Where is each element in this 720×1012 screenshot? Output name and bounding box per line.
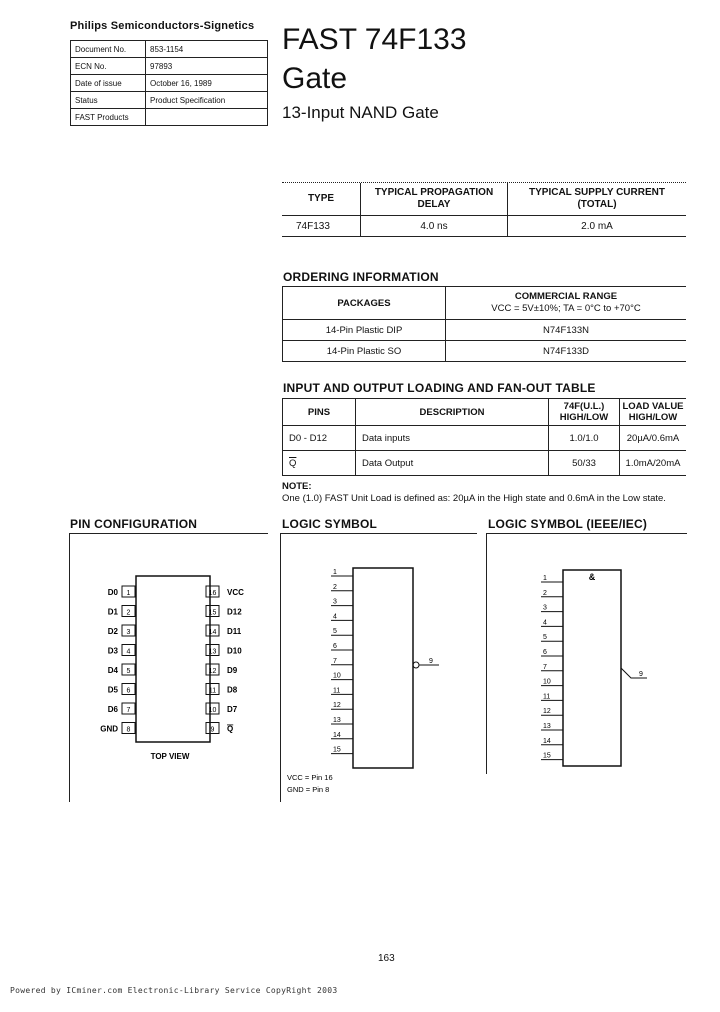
ieee-input-pin-label: 14 — [543, 737, 551, 745]
doc-info-value: 97893 — [146, 58, 268, 75]
note-label: NOTE: — [282, 481, 312, 492]
and-symbol: & — [588, 572, 596, 582]
logic-symbol-diagram — [281, 534, 475, 800]
input-pin-label: 12 — [333, 702, 341, 710]
output-pin-label: 9 — [429, 658, 433, 665]
pin-name: D4 — [107, 666, 118, 675]
pin-name: D0 — [107, 588, 118, 597]
pin-name: Q — [227, 724, 234, 734]
logic-symbol-heading: LOGIC SYMBOL — [282, 517, 378, 531]
pin-number: 11 — [208, 687, 217, 695]
pin-name: D5 — [107, 685, 118, 695]
load-inputs: 20µA/0.6mA — [620, 426, 687, 451]
pin-number: 12 — [208, 668, 217, 675]
pins-output: $\overline{Q}$ — [283, 451, 356, 476]
part-so: N74F133D — [446, 341, 687, 362]
col-description: DESCRIPTION — [356, 399, 549, 426]
part-dip: N74F133N — [446, 320, 687, 341]
loading-table — [282, 398, 686, 476]
pins-inputs: D0 - D12 — [283, 426, 356, 451]
pin-name: D9 — [227, 666, 238, 675]
pin-name: D7 — [227, 705, 238, 714]
input-pin-label: 3 — [333, 598, 337, 606]
pin-number: 14 — [208, 629, 217, 636]
input-pin-label: 1 — [333, 569, 337, 576]
pin-number: 16 — [208, 590, 217, 597]
input-pin-label: 5 — [333, 628, 337, 636]
ieee-input-pin-label: 2 — [543, 589, 547, 597]
desc-output: Data Output — [356, 451, 549, 476]
summary-current: 2.0 mA — [508, 216, 687, 237]
pin-name: VCC — [227, 588, 244, 597]
ic-body — [136, 576, 210, 742]
col-pins: PINS — [283, 399, 356, 426]
ul-inputs: 1.0/1.0 — [549, 426, 620, 451]
title-function: Gate — [282, 62, 348, 95]
gate-body — [353, 568, 413, 768]
package-dip: 14-Pin Plastic DIP — [283, 320, 446, 341]
company-name: Philips Semiconductors-Signetics — [70, 20, 255, 32]
note-text: One (1.0) FAST Unit Load is defined as: 20µA in the High state and 0.6mA in the Low state. — [282, 493, 666, 504]
pin-name: D11 — [227, 627, 242, 636]
range-condition: VCC = 5V±10%; TA = 0°C to +70°C — [491, 303, 641, 314]
doc-info-row — [71, 41, 268, 58]
input-pin-label: 6 — [333, 643, 337, 650]
pin-config-heading: PIN CONFIGURATION — [70, 517, 198, 531]
ieee-output-line — [621, 668, 647, 678]
left-pins — [100, 586, 135, 734]
title-part: FAST 74F133 — [282, 23, 467, 56]
summary-table — [282, 183, 686, 237]
pin-number: 2 — [126, 609, 131, 617]
logic-symbol-ieee-diagram — [487, 534, 685, 772]
logic-symbol-ieee-heading: LOGIC SYMBOL (IEEE/IEC) — [488, 517, 648, 531]
pin-number: 10 — [208, 707, 217, 714]
input-pin-label: 11 — [333, 687, 341, 695]
loading-heading: INPUT AND OUTPUT LOADING AND FAN-OUT TABLE — [283, 381, 596, 395]
input-pin-label: 4 — [333, 613, 337, 621]
input-pin-label: 10 — [333, 672, 341, 680]
pin-name: D6 — [107, 705, 118, 714]
col-type: TYPE — [282, 183, 361, 216]
ieee-input-pin-label: 3 — [543, 604, 547, 612]
pin-name: GND — [100, 724, 118, 734]
ieee-inputs — [541, 575, 563, 760]
pin-number: 13 — [208, 648, 217, 656]
ieee-input-pin-label: 10 — [543, 678, 551, 686]
doc-info-row — [71, 92, 268, 109]
top-view-label: TOP VIEW — [150, 752, 190, 761]
col-delay: TYPICAL PROPAGATION DELAY — [361, 183, 508, 216]
pin-number: 6 — [126, 687, 131, 695]
desc-inputs: Data inputs — [356, 426, 549, 451]
doc-info-row — [71, 109, 268, 126]
col-load: LOAD VALUE HIGH/LOW — [620, 399, 687, 426]
pin-config-diagram — [70, 534, 266, 800]
range-label: COMMERCIAL RANGE — [514, 291, 618, 302]
doc-info-value: Product Specification — [146, 92, 268, 109]
pin-number: 15 — [208, 609, 217, 617]
ul-output: 50/33 — [549, 451, 620, 476]
pin-number: 1 — [126, 590, 131, 597]
input-pin-label: 2 — [333, 583, 337, 591]
ieee-input-pin-label: 6 — [543, 649, 547, 656]
doc-info-label: Document No. — [71, 41, 146, 58]
col-current: TYPICAL SUPPLY CURRENT (TOTAL) — [508, 183, 687, 216]
doc-info-label: Date of issue — [71, 75, 146, 92]
input-pin-label: 13 — [333, 717, 341, 724]
document-info-table — [70, 40, 268, 126]
ordering-heading: ORDERING INFORMATION — [283, 270, 439, 284]
ieee-input-pin-label: 11 — [543, 693, 551, 701]
ieee-gate-body — [563, 570, 621, 766]
doc-info-label: ECN No. — [71, 58, 146, 75]
ieee-input-pin-label: 4 — [543, 619, 547, 627]
pin-number: 5 — [126, 668, 131, 675]
input-pin-label: 15 — [333, 746, 341, 754]
col-ul: 74F(U.L.) HIGH/LOW — [549, 399, 620, 426]
ordering-table — [282, 286, 686, 362]
ieee-input-pin-label: 1 — [543, 575, 547, 582]
pin-number: 4 — [126, 648, 131, 656]
pin-name: D3 — [107, 646, 118, 656]
ieee-input-pin-label: 7 — [543, 663, 547, 671]
input-pin-label: 14 — [333, 731, 341, 739]
footer-copyright: Powered by ICminer.com Electronic-Library Service CopyRight 2003 — [10, 986, 338, 995]
right-pins — [206, 586, 244, 734]
pin-name: D10 — [227, 646, 242, 656]
gnd-note: GND = Pin 8 — [287, 785, 330, 794]
doc-info-label: FAST Products — [71, 109, 146, 126]
col-packages: PACKAGES — [283, 287, 446, 320]
pin-name: D2 — [107, 627, 118, 636]
input-pin-label: 7 — [333, 657, 337, 665]
doc-info-row — [71, 75, 268, 92]
col-range — [446, 287, 687, 320]
pin-number: 8 — [126, 726, 131, 734]
pin-name: D8 — [227, 685, 238, 695]
summary-delay: 4.0 ns — [361, 216, 508, 237]
ieee-input-pin-label: 15 — [543, 752, 551, 760]
pin-name: D12 — [227, 607, 242, 617]
ieee-input-pin-label: 12 — [543, 708, 551, 716]
ieee-input-pin-label: 13 — [543, 723, 551, 730]
doc-info-label: Status — [71, 92, 146, 109]
pin-name: D1 — [107, 607, 118, 617]
vcc-note: VCC = Pin 16 — [287, 773, 333, 782]
doc-info-value — [146, 109, 268, 126]
package-so: 14-Pin Plastic SO — [283, 341, 446, 362]
load-output: 1.0mA/20mA — [620, 451, 687, 476]
pin-number: 9 — [210, 726, 215, 734]
subtitle: 13-Input NAND Gate — [282, 103, 439, 122]
doc-info-value: 853-1154 — [146, 41, 268, 58]
doc-info-value: October 16, 1989 — [146, 75, 268, 92]
pin-number: 3 — [126, 629, 131, 636]
page-number: 163 — [378, 953, 395, 964]
summary-type: 74F133 — [282, 216, 361, 237]
logic-inputs — [331, 569, 353, 754]
doc-info-row — [71, 58, 268, 75]
ieee-output-pin-label: 9 — [639, 671, 643, 678]
pin-number: 7 — [126, 707, 131, 714]
ieee-input-pin-label: 5 — [543, 634, 547, 642]
inversion-bubble — [413, 662, 419, 668]
